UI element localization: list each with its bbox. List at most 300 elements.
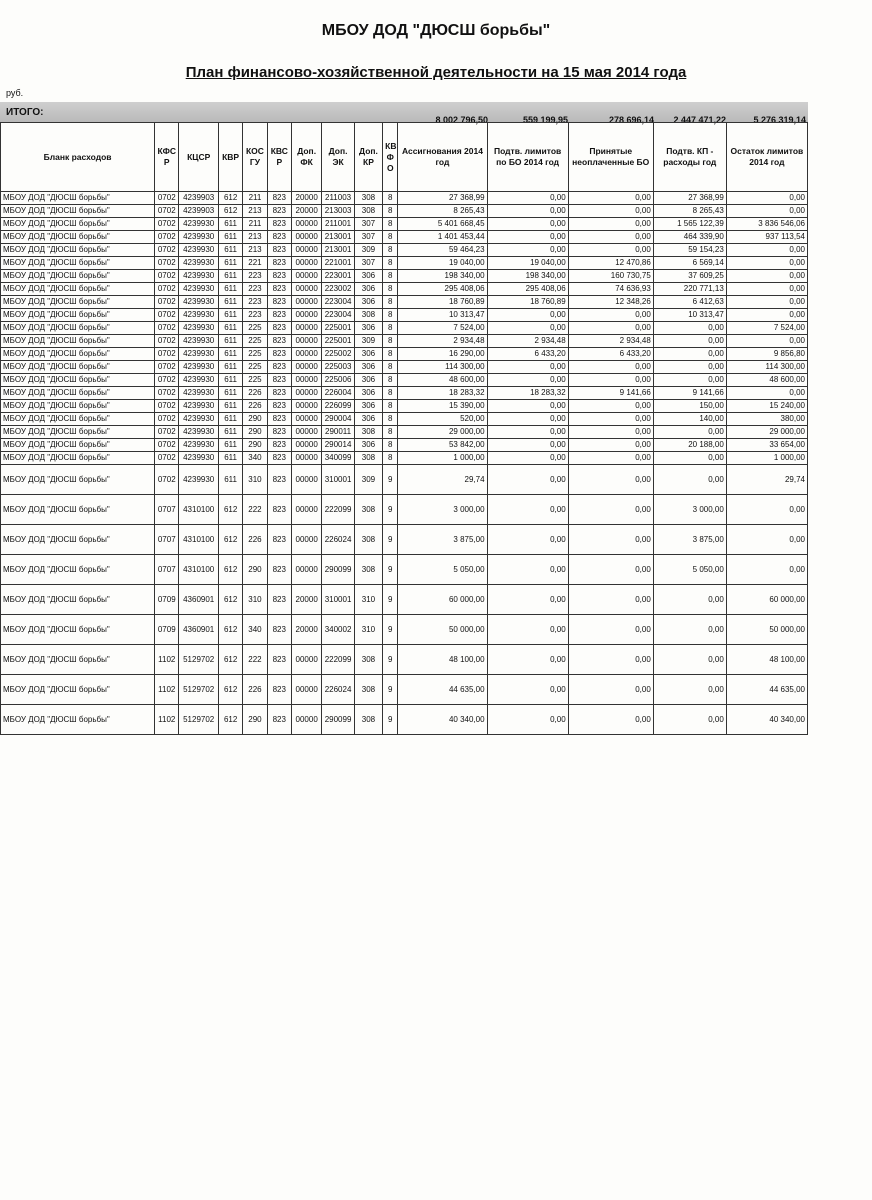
totals-label: ИТОГО: — [6, 107, 44, 118]
table-row — [1, 426, 808, 439]
table-cell: 8 — [383, 439, 398, 452]
table-cell: 937 113,54 — [726, 231, 807, 244]
table-cell: 211 — [243, 218, 267, 231]
table-cell: 4239930 — [179, 244, 219, 257]
table-cell: 0,00 — [487, 205, 568, 218]
table-cell: 4239930 — [179, 361, 219, 374]
col-dop-kr: Доп. КР — [354, 123, 382, 192]
table-cell: 9 141,66 — [568, 387, 653, 400]
table-cell: 306 — [354, 270, 382, 283]
table-cell: 3 000,00 — [398, 495, 487, 525]
table-cell: 290 — [243, 413, 267, 426]
table-cell: 4310100 — [179, 555, 219, 585]
col-kvsr: КВС Р — [267, 123, 291, 192]
table-cell: 0,00 — [726, 387, 807, 400]
table-cell: 225 — [243, 348, 267, 361]
table-cell: 0,00 — [568, 465, 653, 495]
table-row — [1, 413, 808, 426]
table-cell: 0,00 — [487, 585, 568, 615]
table-cell: 0,00 — [653, 361, 726, 374]
table-cell: 0,00 — [568, 555, 653, 585]
table-cell: 8 — [383, 348, 398, 361]
table-cell: 8 — [383, 231, 398, 244]
table-row — [1, 465, 808, 495]
table-cell: 823 — [267, 361, 291, 374]
table-row — [1, 257, 808, 270]
finance-plan-table — [0, 122, 808, 735]
table-cell: МБОУ ДОД "ДЮСШ борьбы" — [1, 675, 155, 705]
table-cell: 306 — [354, 361, 382, 374]
table-cell: 0702 — [155, 335, 179, 348]
table-cell: 308 — [354, 495, 382, 525]
table-cell: 0,00 — [726, 270, 807, 283]
col-unpaid-obligations: Принятые неоплаченные БО — [568, 123, 653, 192]
table-cell: 0,00 — [653, 452, 726, 465]
table-cell: 40 340,00 — [398, 705, 487, 735]
table-cell: 823 — [267, 283, 291, 296]
table-cell: 309 — [354, 244, 382, 257]
table-cell: 0,00 — [487, 361, 568, 374]
table-cell: 74 636,93 — [568, 283, 653, 296]
table-cell: 00000 — [291, 465, 321, 495]
table-cell: 225 — [243, 374, 267, 387]
table-cell: 221001 — [322, 257, 354, 270]
table-row — [1, 645, 808, 675]
table-cell: 221 — [243, 257, 267, 270]
table-cell: 5129702 — [179, 645, 219, 675]
table-cell: 0,00 — [726, 296, 807, 309]
col-dop-fk: Доп. ФК — [291, 123, 321, 192]
table-cell: 8 — [383, 374, 398, 387]
table-cell: 340099 — [322, 452, 354, 465]
table-cell: 9 — [383, 495, 398, 525]
table-cell: 612 — [218, 615, 242, 645]
table-cell: 198 340,00 — [398, 270, 487, 283]
table-cell: 44 635,00 — [726, 675, 807, 705]
table-cell: 306 — [354, 439, 382, 452]
table-cell: 6 569,14 — [653, 257, 726, 270]
table-cell: 7 524,00 — [726, 322, 807, 335]
table-cell: 306 — [354, 413, 382, 426]
table-cell: 15 240,00 — [726, 400, 807, 413]
table-cell: 823 — [267, 322, 291, 335]
table-cell: 308 — [354, 452, 382, 465]
table-cell: 0,00 — [568, 374, 653, 387]
table-cell: 612 — [218, 585, 242, 615]
table-cell: 823 — [267, 400, 291, 413]
col-remaining-limits: Остаток лимитов 2014 год — [726, 123, 807, 192]
table-cell: 48 600,00 — [726, 374, 807, 387]
table-cell: 823 — [267, 218, 291, 231]
table-cell: 226024 — [322, 675, 354, 705]
table-cell: 8 — [383, 205, 398, 218]
table-cell: 520,00 — [398, 413, 487, 426]
table-cell: 0,00 — [726, 205, 807, 218]
table-row — [1, 387, 808, 400]
table-cell: 2 934,48 — [487, 335, 568, 348]
table-cell: 0,00 — [568, 192, 653, 205]
table-cell: 223002 — [322, 283, 354, 296]
table-cell: 5 050,00 — [398, 555, 487, 585]
table-cell: 4239930 — [179, 400, 219, 413]
table-cell: 823 — [267, 335, 291, 348]
table-cell: 612 — [218, 555, 242, 585]
table-cell: 2 934,48 — [398, 335, 487, 348]
table-cell: 5 401 668,45 — [398, 218, 487, 231]
table-cell: 0,00 — [487, 555, 568, 585]
table-cell: 295 408,06 — [487, 283, 568, 296]
table-cell: 213 — [243, 244, 267, 257]
table-cell: 0707 — [155, 525, 179, 555]
table-cell: 0,00 — [487, 218, 568, 231]
table-cell: 12 348,26 — [568, 296, 653, 309]
table-cell: МБОУ ДОД "ДЮСШ борьбы" — [1, 192, 155, 205]
table-cell: 4239930 — [179, 439, 219, 452]
table-cell: 0,00 — [487, 309, 568, 322]
table-cell: 310 — [354, 615, 382, 645]
table-cell: 310 — [354, 585, 382, 615]
table-cell: 0,00 — [487, 525, 568, 555]
table-cell: 8 — [383, 361, 398, 374]
table-row — [1, 218, 808, 231]
table-cell: 6 433,20 — [487, 348, 568, 361]
table-cell: 0,00 — [653, 705, 726, 735]
table-cell: 8 — [383, 270, 398, 283]
table-cell: 60 000,00 — [726, 585, 807, 615]
table-cell: 380,00 — [726, 413, 807, 426]
table-cell: 4239930 — [179, 231, 219, 244]
table-cell: 18 760,89 — [487, 296, 568, 309]
table-cell: 1 000,00 — [726, 452, 807, 465]
table-cell: 0702 — [155, 400, 179, 413]
table-cell: 0,00 — [568, 413, 653, 426]
table-row — [1, 270, 808, 283]
table-cell: 1102 — [155, 675, 179, 705]
table-cell: 0,00 — [487, 400, 568, 413]
table-cell: 37 609,25 — [653, 270, 726, 283]
table-cell: 0702 — [155, 192, 179, 205]
table-cell: 00000 — [291, 525, 321, 555]
table-row — [1, 374, 808, 387]
table-cell: 18 283,32 — [487, 387, 568, 400]
table-cell: 9 — [383, 555, 398, 585]
table-row — [1, 495, 808, 525]
col-kfsr: КФС Р — [155, 123, 179, 192]
table-row — [1, 555, 808, 585]
table-row — [1, 525, 808, 555]
table-cell: 20000 — [291, 585, 321, 615]
col-kvfo: КВ Ф О — [383, 123, 398, 192]
table-cell: МБОУ ДОД "ДЮСШ борьбы" — [1, 309, 155, 322]
table-cell: 213001 — [322, 244, 354, 257]
table-cell: 00000 — [291, 645, 321, 675]
table-cell: 19 040,00 — [398, 257, 487, 270]
table-cell: 308 — [354, 645, 382, 675]
table-cell: 823 — [267, 244, 291, 257]
table-cell: МБОУ ДОД "ДЮСШ борьбы" — [1, 231, 155, 244]
col-kcsr: КЦСР — [179, 123, 219, 192]
table-cell: 0702 — [155, 361, 179, 374]
table-row — [1, 585, 808, 615]
table-cell: 0,00 — [487, 413, 568, 426]
table-cell: 226 — [243, 525, 267, 555]
table-cell: 00000 — [291, 361, 321, 374]
table-cell: 4239930 — [179, 413, 219, 426]
table-cell: 00000 — [291, 374, 321, 387]
table-cell: 4239903 — [179, 192, 219, 205]
table-cell: МБОУ ДОД "ДЮСШ борьбы" — [1, 270, 155, 283]
table-cell: 823 — [267, 413, 291, 426]
table-cell: 00000 — [291, 218, 321, 231]
table-cell: 8 — [383, 218, 398, 231]
table-cell: 33 654,00 — [726, 439, 807, 452]
table-cell: 611 — [218, 283, 242, 296]
table-cell: 150,00 — [653, 400, 726, 413]
table-cell: 0,00 — [726, 283, 807, 296]
table-cell: 2 934,48 — [568, 335, 653, 348]
table-cell: 8 — [383, 322, 398, 335]
table-cell: 823 — [267, 555, 291, 585]
table-cell: 0,00 — [568, 400, 653, 413]
table-cell: 612 — [218, 205, 242, 218]
table-cell: МБОУ ДОД "ДЮСШ борьбы" — [1, 296, 155, 309]
table-cell: 18 283,32 — [398, 387, 487, 400]
table-cell: 823 — [267, 348, 291, 361]
table-row — [1, 400, 808, 413]
table-cell: 0702 — [155, 283, 179, 296]
table-cell: 4239930 — [179, 348, 219, 361]
table-cell: МБОУ ДОД "ДЮСШ борьбы" — [1, 555, 155, 585]
table-cell: 309 — [354, 335, 382, 348]
table-cell: 0,00 — [568, 645, 653, 675]
table-cell: 823 — [267, 296, 291, 309]
table-cell: 611 — [218, 426, 242, 439]
table-cell: 0,00 — [487, 465, 568, 495]
table-cell: 20000 — [291, 205, 321, 218]
table-cell: 213 — [243, 231, 267, 244]
table-cell: 4310100 — [179, 525, 219, 555]
table-cell: 8 — [383, 192, 398, 205]
table-cell: 12 470,86 — [568, 257, 653, 270]
table-cell: 307 — [354, 218, 382, 231]
table-cell: 29,74 — [726, 465, 807, 495]
table-cell: 9 — [383, 615, 398, 645]
table-cell: МБОУ ДОД "ДЮСШ борьбы" — [1, 361, 155, 374]
table-cell: 0,00 — [726, 244, 807, 257]
table-cell: 306 — [354, 400, 382, 413]
table-cell: 290011 — [322, 426, 354, 439]
table-row — [1, 322, 808, 335]
table-cell: 310 — [243, 465, 267, 495]
table-cell: 114 300,00 — [398, 361, 487, 374]
table-cell: 00000 — [291, 270, 321, 283]
table-cell: 222 — [243, 645, 267, 675]
table-cell: 0,00 — [726, 525, 807, 555]
table-cell: 114 300,00 — [726, 361, 807, 374]
table-cell: 226024 — [322, 525, 354, 555]
table-cell: МБОУ ДОД "ДЮСШ борьбы" — [1, 439, 155, 452]
table-cell: 1 565 122,39 — [653, 218, 726, 231]
table-cell: 308 — [354, 205, 382, 218]
table-cell: 611 — [218, 296, 242, 309]
table-cell: 0,00 — [568, 675, 653, 705]
table-cell: 140,00 — [653, 413, 726, 426]
table-cell: МБОУ ДОД "ДЮСШ борьбы" — [1, 585, 155, 615]
table-cell: 611 — [218, 413, 242, 426]
plan-title: План финансово-хозяйственной деятельности на 15 мая 2014 года — [185, 64, 687, 81]
table-cell: 00000 — [291, 309, 321, 322]
table-cell: 00000 — [291, 705, 321, 735]
table-row — [1, 283, 808, 296]
table-cell: 8 — [383, 309, 398, 322]
table-cell: 0702 — [155, 218, 179, 231]
table-row — [1, 244, 808, 257]
table-cell: 823 — [267, 270, 291, 283]
org-title: МБОУ ДОД "ДЮСШ борьбы" — [321, 22, 551, 39]
currency-unit: руб. — [6, 88, 24, 98]
table-cell: 20000 — [291, 615, 321, 645]
table-cell: 0702 — [155, 426, 179, 439]
table-cell: 4239930 — [179, 322, 219, 335]
table-cell: 612 — [218, 675, 242, 705]
table-cell: 290 — [243, 555, 267, 585]
table-cell: 823 — [267, 309, 291, 322]
table-cell: 223 — [243, 283, 267, 296]
table-cell: 225001 — [322, 322, 354, 335]
table-cell: 611 — [218, 439, 242, 452]
table-cell: 823 — [267, 452, 291, 465]
table-cell: 0,00 — [726, 555, 807, 585]
table-cell: 8 265,43 — [653, 205, 726, 218]
table-cell: 53 842,00 — [398, 439, 487, 452]
table-cell: 0702 — [155, 257, 179, 270]
table-cell: 0,00 — [568, 615, 653, 645]
table-cell: 306 — [354, 283, 382, 296]
table-cell: 226 — [243, 400, 267, 413]
table-cell: 8 — [383, 413, 398, 426]
total-remaining-limits: 5 276 319,14 — [753, 115, 806, 125]
table-cell: 223 — [243, 309, 267, 322]
table-cell: 4239903 — [179, 205, 219, 218]
table-cell: 00000 — [291, 675, 321, 705]
table-cell: 0,00 — [568, 426, 653, 439]
table-cell: 40 340,00 — [726, 705, 807, 735]
table-cell: 4239930 — [179, 283, 219, 296]
table-cell: 0,00 — [568, 231, 653, 244]
table-cell: 226 — [243, 387, 267, 400]
table-cell: 0702 — [155, 465, 179, 495]
table-cell: 9 — [383, 465, 398, 495]
table-cell: 0702 — [155, 348, 179, 361]
table-row — [1, 205, 808, 218]
table-cell: 225003 — [322, 361, 354, 374]
table-cell: 295 408,06 — [398, 283, 487, 296]
table-cell: 00000 — [291, 495, 321, 525]
table-cell: 4360901 — [179, 615, 219, 645]
table-cell: МБОУ ДОД "ДЮСШ борьбы" — [1, 495, 155, 525]
table-cell: 00000 — [291, 283, 321, 296]
table-cell: 0,00 — [487, 231, 568, 244]
table-cell: 10 313,47 — [398, 309, 487, 322]
table-cell: 308 — [354, 705, 382, 735]
table-cell: 0702 — [155, 387, 179, 400]
table-cell: 0,00 — [487, 452, 568, 465]
table-cell: 00000 — [291, 335, 321, 348]
table-cell: 44 635,00 — [398, 675, 487, 705]
table-cell: 823 — [267, 231, 291, 244]
table-cell: 222 — [243, 495, 267, 525]
table-cell: 0,00 — [568, 439, 653, 452]
table-cell: 15 390,00 — [398, 400, 487, 413]
table-cell: 226004 — [322, 387, 354, 400]
table-cell: 225 — [243, 335, 267, 348]
table-cell: 16 290,00 — [398, 348, 487, 361]
table-cell: 3 875,00 — [653, 525, 726, 555]
table-cell: 0,00 — [726, 309, 807, 322]
totals-bar — [0, 102, 808, 125]
table-cell: 611 — [218, 374, 242, 387]
table-cell: 5129702 — [179, 705, 219, 735]
table-row — [1, 439, 808, 452]
table-cell: МБОУ ДОД "ДЮСШ борьбы" — [1, 413, 155, 426]
table-cell: МБОУ ДОД "ДЮСШ борьбы" — [1, 387, 155, 400]
table-cell: 611 — [218, 231, 242, 244]
table-cell: 290 — [243, 705, 267, 735]
table-cell: 290099 — [322, 705, 354, 735]
table-cell: 00000 — [291, 322, 321, 335]
table-cell: 19 040,00 — [487, 257, 568, 270]
table-cell: 00000 — [291, 452, 321, 465]
table-cell: 290 — [243, 426, 267, 439]
table-cell: 4360901 — [179, 585, 219, 615]
table-cell: 0,00 — [653, 465, 726, 495]
table-cell: 0702 — [155, 231, 179, 244]
table-cell: 4239930 — [179, 335, 219, 348]
table-cell: 4239930 — [179, 426, 219, 439]
table-cell: 3 875,00 — [398, 525, 487, 555]
table-cell: МБОУ ДОД "ДЮСШ борьбы" — [1, 525, 155, 555]
table-cell: 225001 — [322, 335, 354, 348]
table-cell: 220 771,13 — [653, 283, 726, 296]
table-cell: 823 — [267, 387, 291, 400]
table-cell: 611 — [218, 452, 242, 465]
table-cell: 8 — [383, 452, 398, 465]
table-cell: 00000 — [291, 296, 321, 309]
table-cell: 308 — [354, 426, 382, 439]
table-cell: 211001 — [322, 218, 354, 231]
table-cell: 823 — [267, 675, 291, 705]
table-cell: 198 340,00 — [487, 270, 568, 283]
table-cell: 0,00 — [487, 374, 568, 387]
table-cell: 8 — [383, 283, 398, 296]
table-cell: МБОУ ДОД "ДЮСШ борьбы" — [1, 257, 155, 270]
table-cell: 823 — [267, 645, 291, 675]
table-cell: 308 — [354, 675, 382, 705]
table-cell: 4239930 — [179, 257, 219, 270]
table-cell: 223 — [243, 296, 267, 309]
table-cell: 611 — [218, 335, 242, 348]
table-cell: 00000 — [291, 413, 321, 426]
table-cell: 213 — [243, 205, 267, 218]
table-cell: 0,00 — [653, 348, 726, 361]
table-cell: 8 — [383, 257, 398, 270]
table-cell: МБОУ ДОД "ДЮСШ борьбы" — [1, 348, 155, 361]
table-cell: 213001 — [322, 231, 354, 244]
table-cell: 0,00 — [653, 675, 726, 705]
table-cell: 612 — [218, 525, 242, 555]
table-cell: 8 — [383, 400, 398, 413]
table-cell: 0,00 — [487, 439, 568, 452]
